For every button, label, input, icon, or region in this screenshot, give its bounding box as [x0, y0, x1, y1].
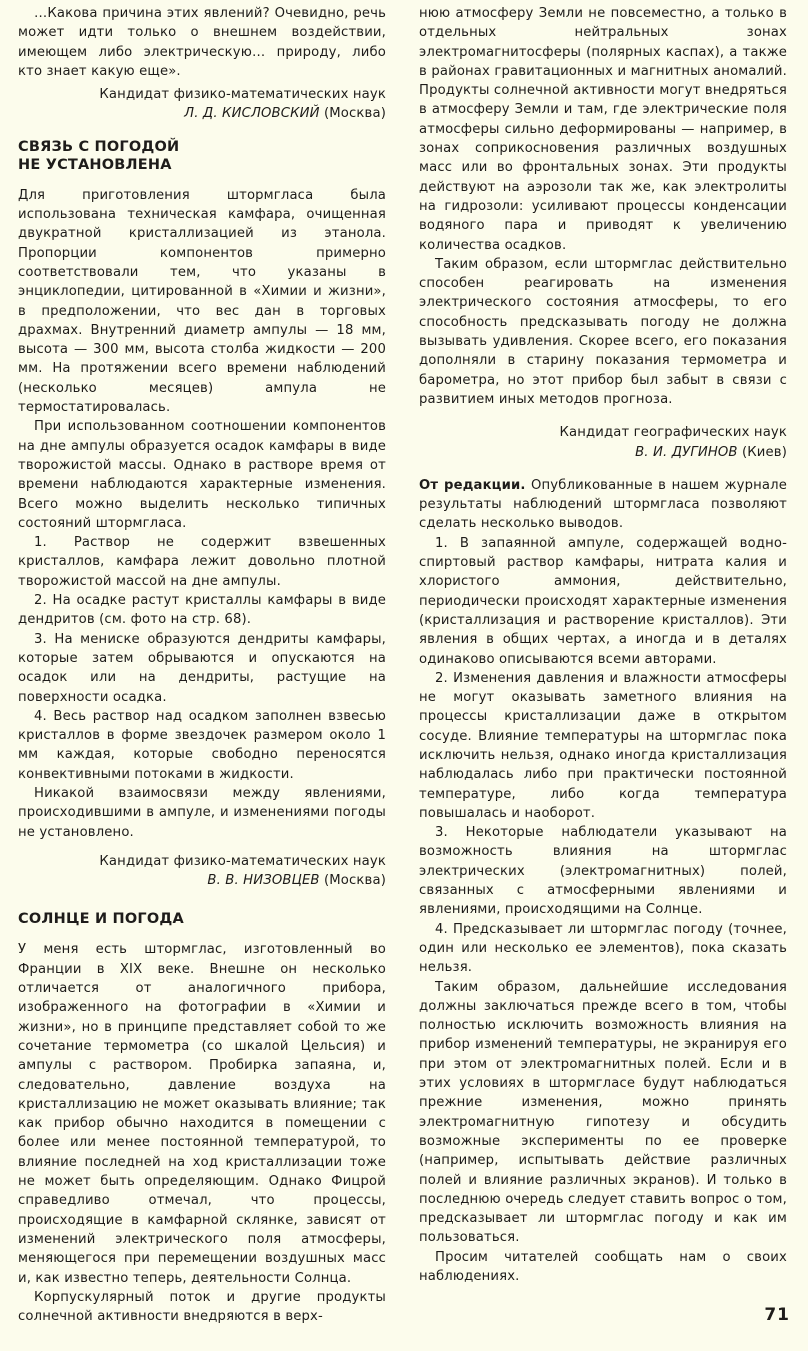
list-item: 3. Некоторые наблюдатели указывают на возможность влияния на штормглас электрических (электромагнитных) полей, связанных с атмосферными явлениями и явлениями, происходящими на Солнце. [419, 825, 787, 918]
right-column [419, 4, 787, 1286]
section-title-sun-and-weather: СОЛНЦЕ И ПОГОДА [18, 911, 184, 928]
signature-name: Л. Д. КИСЛОВСКИЙ [184, 106, 320, 122]
signature-city: (Киев) [741, 444, 787, 460]
signature-name: В. И. ДУГИНОВ [635, 444, 738, 460]
signature-city: (Москва) [323, 873, 386, 889]
paragraph: Таким образом, дальнейшие исследования должны заключаться прежде всего в том, чтобы полностью исключить возможность влияния на прибор изменений температуры, не экранируя его при этом от электромагнитных полей. Если и в этих условиях в штормгласе будут наблюдаться прежние изменения, можно принять электромагнитную гипотезу и обсудить возможные эксперименты по ее проверке (например, испытывать действие различных полей и влияние различных экранов). И только в последнюю очередь следует ставить вопрос о том, предсказывает ли штормглас погоду и как им пользоваться. [419, 979, 787, 1246]
list-item: 2. На осадке растут кристаллы камфары в виде дендритов (см. фото на стр. 68). [18, 593, 386, 628]
signature-nizovtsev [18, 852, 386, 891]
signature-city: (Москва) [323, 106, 386, 122]
paragraph: При использованном соотношении компонентов на дне ампулы образуется осадок камфары в виде творожистой массы. Однако в растворе время от времени наблюдаются характерные изменения. Всего можно выделить несколько типичных состояний штормгласа. [18, 419, 386, 531]
signature-duginov [419, 423, 787, 462]
signature-degree: Кандидат физико-математических наук [99, 853, 386, 869]
list-item: 4. Предсказывает ли штормглас погоду (точнее, один или несколько ее элементов), пока сказать нельзя. [419, 921, 787, 976]
section-title-no-weather-link: СВЯЗЬ С ПОГОДОЙ НЕ УСТАНОВЛЕНА [18, 138, 180, 173]
paragraph: Для приготовления штормгласа была использована техническая камфара, очищенная двукратной кристаллизацией из этанола. Пропорции компонентов примерно соответствовали тем, что указаны в энциклопедии, цитированной в «Химии и жизни», в предположении, что вес дан в торговых драхмах. Внутренний диаметр ампулы — 18 мм, высота — 300 мм, высота столба жидкости — 200 мм. На протяжении всего времени наблюдений (несколько месяцев) ампула не термостатировалась. [18, 187, 386, 416]
paragraph: Таким образом, если штормглас действительно способен реагировать на изменения электрического состояния атмосферы, то его способность предсказывать погоду не должна вызывать удивления. Скорее всего, его показания дополняли в старину показания термометра и барометра, но этот прибор был забыт в связи с развитием иных методов прогноза. [419, 256, 787, 407]
paragraph: Просим читателей сообщать нам о своих наблюдениях. [419, 1249, 787, 1284]
list-item: 1. Раствор не содержит взвешенных кристаллов, камфара лежит довольно плотной творожистой массой на дне ампулы. [18, 535, 386, 589]
editorial-intro: От редакции. Опубликованные в нашем журнале результаты наблюдений штормгласа позволяют сделать несколько выводов. [419, 477, 787, 532]
editorial-lead: От редакции. [419, 477, 526, 493]
page-number: 71 [764, 1305, 790, 1325]
signature-degree: Кандидат географических наук [559, 425, 787, 441]
paragraph: Корпускулярный поток и другие продукты солнечной активности внедряются в верх- [18, 1289, 386, 1325]
signature-kislovsky [18, 85, 386, 124]
list-item: 1. В запаянной ампуле, содержащей водно-спиртовый раствор камфары, нитрата калия и хлористого аммония, действительно, периодически происходят характерные изменения (кристаллизация и растворение кристаллов). Эти явления в общих чертах, а иногда и в деталях одинаково описываются всеми авторами. [419, 535, 787, 667]
signature-degree: Кандидат физико-математических наук [99, 87, 386, 103]
list-item: 2. Изменения давления и влажности атмосферы не могут оказывать заметного влияния на процессы кристаллизации даже в открытом сосуде. Влияние температуры на штормглас пока исключить нельзя, однако иногда кристаллизация наблюдалась либо при практически постоянной температуре, либо когда температура повышалась и наоборот. [419, 670, 787, 821]
list-item: 3. На мениске образуются дендриты камфары, которые затем обрываются и опускаются на осадок или на дендриты, растущие на поверхности осадка. [18, 631, 386, 705]
list-item: 4. Весь раствор над осадком заполнен взвесью кристаллов в форме звездочек размером около 1 мм каждая, которые свободно переносятся конвективными потоками в жидкости. [18, 708, 386, 782]
paragraph: У меня есть штормглас, изготовленный во Франции в XIX веке. Внешне он несколько отличается от аналогичного прибора, изображенного на фотографии в «Химии и жизни», но в принципе представляет собой то же сочетание термометра (со шкалой Цельсия) и ампулы с раствором. Пробирка запаяна, и, следовательно, давление воздуха на кристаллизацию не может оказывать влияние; так как прибор обычно находится в помещении с более или менее постоянной температурой, то влияние последней на ход кристаллизации тоже не может быть определяющим. Однако Фицрой справедливо отмечал, что процессы, происходящие в камфарной склянке, зависят от изменений электрического поля атмосферы, меняющегося при перемещении воздушных масс и, как известно теперь, деятельности Солнца. [18, 942, 386, 1286]
left-column [18, 4, 386, 1326]
paragraph: нюю атмосферу Земли не повсеместно, а только в отдельных нейтральных зонах электромагнитосферы (полярных каспах), а также в районах гравитационных и магнитных аномалий. Продукты солнечной активности могут внедряться в атмосферу Земли и там, где электрические поля атмосферы сильно деформированы — например, в зонах соприкосновения различных воздушных масс или во фронтальных зонах. Эти продукты действуют на аэрозоли так же, как электролиты на гидрозоли: усиливают процессы конденсации водяного пара и приводят к увеличению количества осадков. [419, 6, 787, 253]
signature-name: В. В. НИЗОВЦЕВ [207, 873, 320, 889]
intro-quote: …Какова причина этих явлений? Очевидно, речь может идти только о внешнем воздействии, имеющем либо электрическую… природу, либо кто знает какую еще». [18, 6, 386, 79]
paragraph: Никакой взаимосвязи между явлениями, происходившими в ампуле, и изменениями погоды не установлено. [18, 785, 386, 840]
